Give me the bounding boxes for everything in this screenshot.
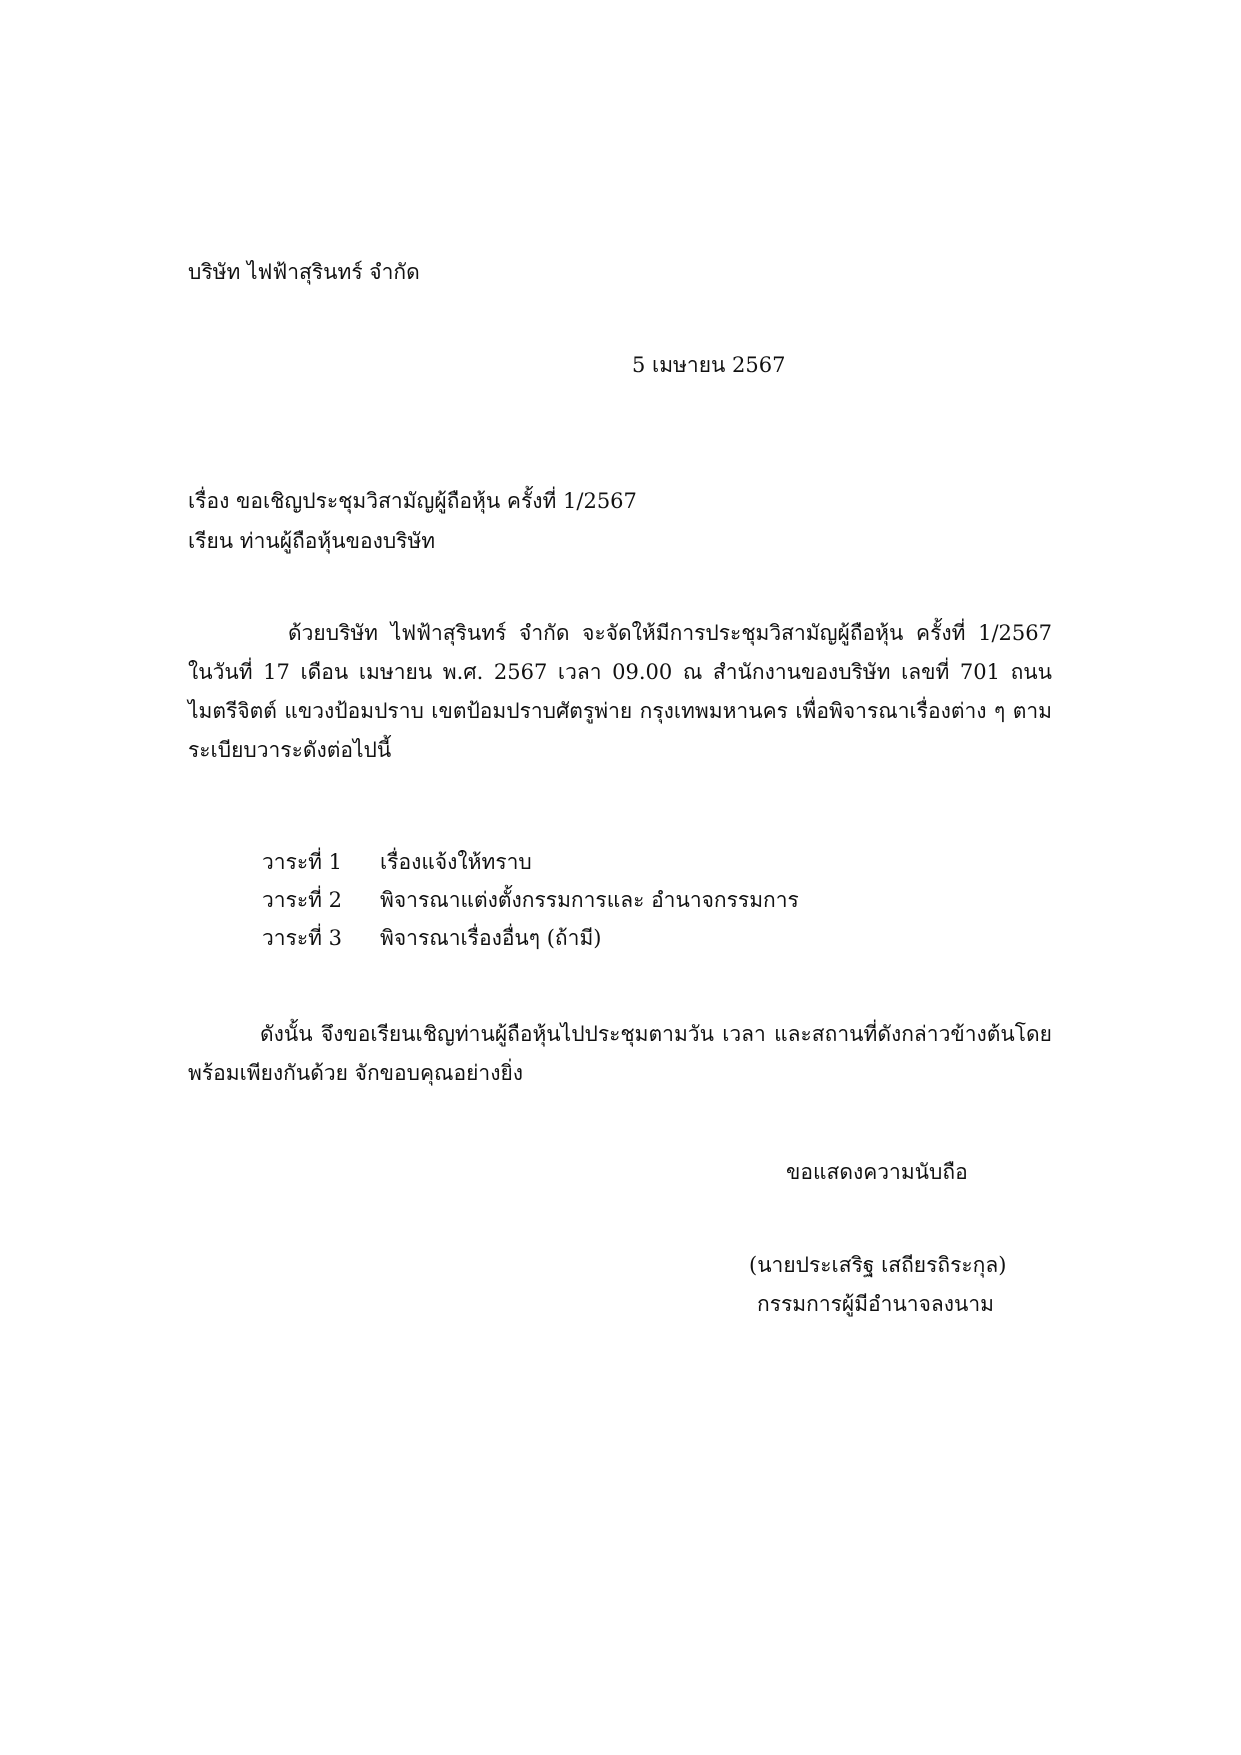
closing-salutation: ขอแสดงความนับถือ (786, 1160, 968, 1184)
letter-date: 5 เมษายน 2567 (632, 353, 786, 377)
agenda-list (262, 843, 799, 957)
agenda-item-text: เรื่องแจ้งให้ทราบ (380, 850, 532, 874)
signatory-title: กรรมการผู้มีอำนาจลงนาม (757, 1292, 995, 1316)
agenda-item-number: วาระที่ 2 (262, 888, 343, 912)
signatory-name: (นายประเสริฐ เสถียรถิระกุล) (749, 1253, 1007, 1277)
body-paragraph-1-text: ด้วยบริษัท ไฟฟ้าสุรินทร์ จำกัด จะจัดให้มีการประชุมวิสามัญผู้ถือหุ้น ครั้งที่ 1/2567 ในวันที่ 17 เดือน เมษายน พ.ศ. 2567 เวลา 09.00 ณ สำนักงานของบริษัท เลขที่ 701 ถนนไมตรีจิตต์ แขวงป้อมปราบ เขตป้อมปราบศัตรูพ่าย กรุงเทพมหานคร เพื่อพิจารณาเรื่องต่าง ๆ ตามระเบียบวาระดังต่อไปนี้ (188, 621, 1052, 762)
body-paragraph-2 (188, 1015, 1052, 1093)
agenda-item-text: พิจารณาแต่งตั้งกรรมการและ อำนาจกรรมการ (380, 888, 799, 912)
body-paragraph-1 (188, 614, 1052, 770)
agenda-item (262, 843, 799, 881)
body-paragraph-2-text: ดังนั้น จึงขอเรียนเชิญท่านผู้ถือหุ้นไปประชุมตามวัน เวลา และสถานที่ดังกล่าวข้างต้นโดยพร้อมเพียงกันด้วย จักขอบคุณอย่างยิ่ง (188, 1022, 1052, 1085)
letter-recipient: เรียน ท่านผู้ถือหุ้นของบริษัท (188, 529, 436, 553)
agenda-item-number: วาระที่ 3 (262, 926, 343, 950)
agenda-item-text: พิจารณาเรื่องอื่นๆ (ถ้ามี) (380, 926, 602, 950)
agenda-item (262, 919, 799, 957)
company-name: บริษัท ไฟฟ้าสุรินทร์ จำกัด (188, 260, 420, 284)
letter-subject: เรื่อง ขอเชิญประชุมวิสามัญผู้ถือหุ้น ครั้งที่ 1/2567 (188, 489, 637, 513)
agenda-item-number: วาระที่ 1 (262, 850, 343, 874)
agenda-item (262, 881, 799, 919)
